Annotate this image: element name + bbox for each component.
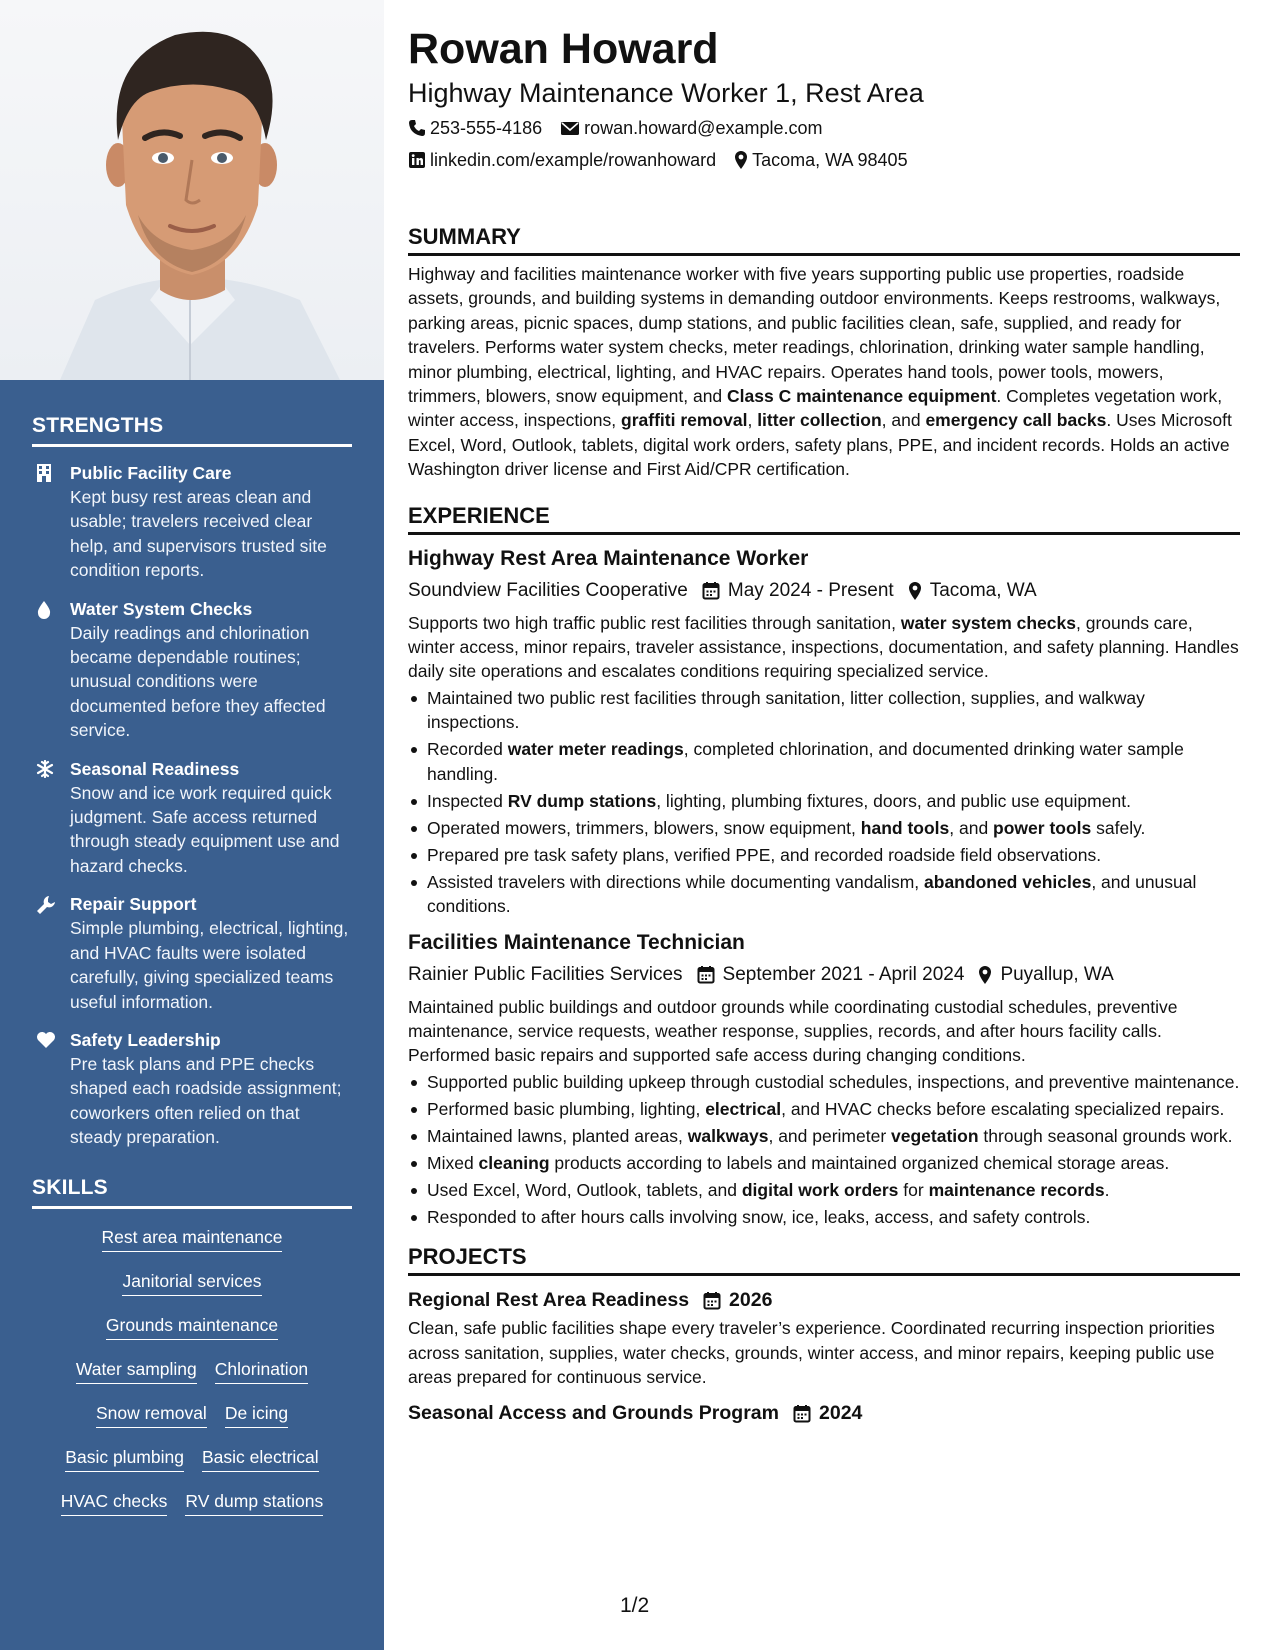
job-bullets [408,686,1240,919]
strength-description: Daily readings and chlorination became dependable routines; unusual conditions were documented before they affected service. [70,622,326,741]
skill-tag: Janitorial services [122,1269,261,1296]
sidebar [0,0,384,1650]
calendar-icon [793,1404,811,1423]
project-title-row [408,1399,1240,1427]
calendar-icon [702,581,720,600]
strength-description: Snow and ice work required quick judgment. Safe access returned through steady equipment use and hazard checks. [70,782,340,876]
strength-description: Kept busy rest areas clean and usable; travelers received clear help, and supervisors trusted site condition reports. [70,487,327,581]
contact-row [408,116,1240,140]
bullet-item: Responded to after hours calls involving snow, ice, leaks, access, and safety controls. [408,1205,1240,1229]
strength-item [32,892,352,1014]
skill-tag: Rest area maintenance [102,1225,283,1252]
company-name: Soundview Facilities Cooperative [408,579,688,601]
bullet-item: Mixed cleaning products according to labels and maintained organized chemical storage areas. [408,1151,1240,1175]
strength-title: Repair Support [70,894,197,915]
skill-tag: RV dump stations [185,1489,323,1516]
project-title: Seasonal Access and Grounds Program [408,1402,779,1425]
strength-item [32,597,352,743]
main-content [408,0,1240,1427]
candidate-title: Highway Maintenance Worker 1, Rest Area [408,78,924,108]
bullet-item: Assisted travelers with directions while documenting vandalism, abandoned vehicles, and unusual conditions. [408,870,1240,919]
contact-row [408,148,1240,172]
candidate-name: Rowan Howard [408,25,719,73]
building-icon [32,461,70,583]
skill-tag: Snow removal [96,1401,207,1428]
location-text: Tacoma, WA 98405 [752,150,908,170]
phone-text[interactable]: 253-555-4186 [430,118,543,138]
job-dates: September 2021 - April 2024 [722,963,965,985]
skill-tag: Water sampling [76,1357,197,1384]
linkedin-link[interactable]: linkedin.com/example/rowanhoward [430,150,717,170]
strength-item [32,461,352,583]
skill-tag: Grounds maintenance [106,1313,278,1340]
portrait-illustration [0,0,384,380]
skills-heading: SKILLS [32,1176,352,1209]
job-title: Highway Rest Area Maintenance Worker [408,546,809,570]
map-pin-icon [734,150,748,170]
skill-tag: Chlorination [215,1357,308,1384]
bullet-item: Maintained two public rest facilities through sanitation, litter collection, supplies, and walkway inspections. [408,686,1240,735]
skill-tag: De icing [225,1401,288,1428]
map-pin-icon [908,581,922,601]
strength-item [32,757,352,879]
job-title: Facilities Maintenance Technician [408,930,745,954]
snowflake-icon [32,757,70,879]
company-name: Rainier Public Facilities Services [408,963,683,985]
job-bullets [408,1070,1240,1229]
page-number: 1/2 [620,1594,650,1617]
project-title-row [408,1286,1240,1314]
bullet-item: Used Excel, Word, Outlook, tablets, and digital work orders for maintenance records. [408,1178,1240,1202]
calendar-icon [703,1291,721,1310]
strengths-section [0,414,384,1150]
strengths-heading: STRENGTHS [32,414,352,447]
profile-photo [0,0,384,380]
job-location: Puyallup, WA [1000,963,1114,985]
project-description: Clean, safe public facilities shape every traveler’s experience. Coordinated recurring inspection priorities across sanitation, supplies, water checks, grounds, winter access, and minor repairs, keeping public use areas prepared for continuous service. [408,1318,1215,1387]
email-link[interactable]: rowan.howard@example.com [584,118,823,138]
strength-title: Seasonal Readiness [70,758,240,779]
job-meta [408,577,1240,605]
job-description: Supports two high traffic public rest facilities through sanitation, water system checks, grounds care, winter access, minor repairs, traveler assistance, inspections, documentation, and safety planning. Handles daily site operations and escalates conditions requiring specialized service. [408,612,1239,682]
bullet-item: Operated mowers, trimmers, blowers, snow equipment, hand tools, and power tools safely. [408,816,1240,840]
bullet-item: Maintained lawns, planted areas, walkways, and perimeter vegetation through seasonal grounds work. [408,1124,1240,1148]
summary-text: Highway and facilities maintenance worker with five years supporting public use properties, roadside assets, grounds, and building systems in demanding outdoor environments. Keeps restrooms, walkways, parking areas, picnic spaces, dump stations, and public facilities clean, safe, supplied, and ready for travelers. Performs water system checks, meter readings, chlorination, drinking water sample handling, minor plumbing, electrical, lighting, and HVAC repairs. Operates hand tools, power tools, mowers, trimmers, blowers, snow equipment, and Class C maintenance equipment. Completes vegetation work, winter access, inspections, graffiti removal, litter collection, and emergency call backs. Uses Microsoft Excel, Word, Outlook, tablets, digital work orders, safety plans, PPE, and incident records. Holds an active Washington driver license and First Aid/CPR certification. [408,264,1232,480]
skill-tag: HVAC checks [61,1489,168,1516]
bullet-item: Inspected RV dump stations, lighting, plumbing fixtures, doors, and public use equipment. [408,789,1240,813]
phone-icon [408,119,426,137]
bullet-item: Performed basic plumbing, lighting, electrical, and HVAC checks before escalating specialized repairs. [408,1097,1240,1121]
wrench-icon [32,892,70,1014]
strength-item [32,1028,352,1150]
job-entry [408,929,1240,1230]
strength-title: Water System Checks [70,598,253,619]
envelope-icon [560,120,580,136]
bullet-item: Prepared pre task safety plans, verified PPE, and recorded roadside field observations. [408,843,1240,867]
skill-tag: Basic plumbing [65,1445,184,1472]
map-pin-icon [978,965,992,985]
strength-title: Safety Leadership [70,1029,221,1050]
heart-icon [32,1028,70,1150]
experience-heading: EXPERIENCE [408,502,1240,535]
calendar-icon [697,965,715,984]
project-entry [408,1286,1240,1389]
bullet-item: Supported public building upkeep through custodial schedules, inspections, and preventive maintenance. [408,1070,1240,1094]
skills-section [0,1176,384,1516]
project-title: Regional Rest Area Readiness [408,1289,690,1312]
strength-description: Pre task plans and PPE checks shaped each roadside assignment; coworkers often relied on that steady preparation. [70,1053,342,1148]
project-year: 2024 [819,1402,863,1425]
skill-tag: Basic electrical [202,1445,319,1472]
summary-heading: SUMMARY [408,223,1240,256]
strength-title: Public Facility Care [70,463,232,483]
project-year: 2026 [729,1289,773,1312]
job-meta [408,961,1240,989]
project-entry [408,1399,1240,1427]
job-description: Maintained public buildings and outdoor grounds while coordinating custodial schedules, preventive maintenance, service requests, weather response, supplies, records, and after hours facility calls. Performed basic repairs and supported safe access during changing conditions. [408,996,1178,1066]
job-entry [408,545,1240,919]
projects-heading: PROJECTS [408,1243,1240,1276]
linkedin-icon [408,151,426,169]
strength-description: Simple plumbing, electrical, lighting, and HVAC faults were isolated carefully, giving specialized teams useful information. [70,918,349,1012]
bullet-item: Recorded water meter readings, completed chlorination, and documented drinking water sample handling. [408,737,1240,786]
job-dates: May 2024 - Present [727,579,894,601]
job-location: Tacoma, WA [929,579,1037,601]
water-drop-icon [32,597,70,743]
